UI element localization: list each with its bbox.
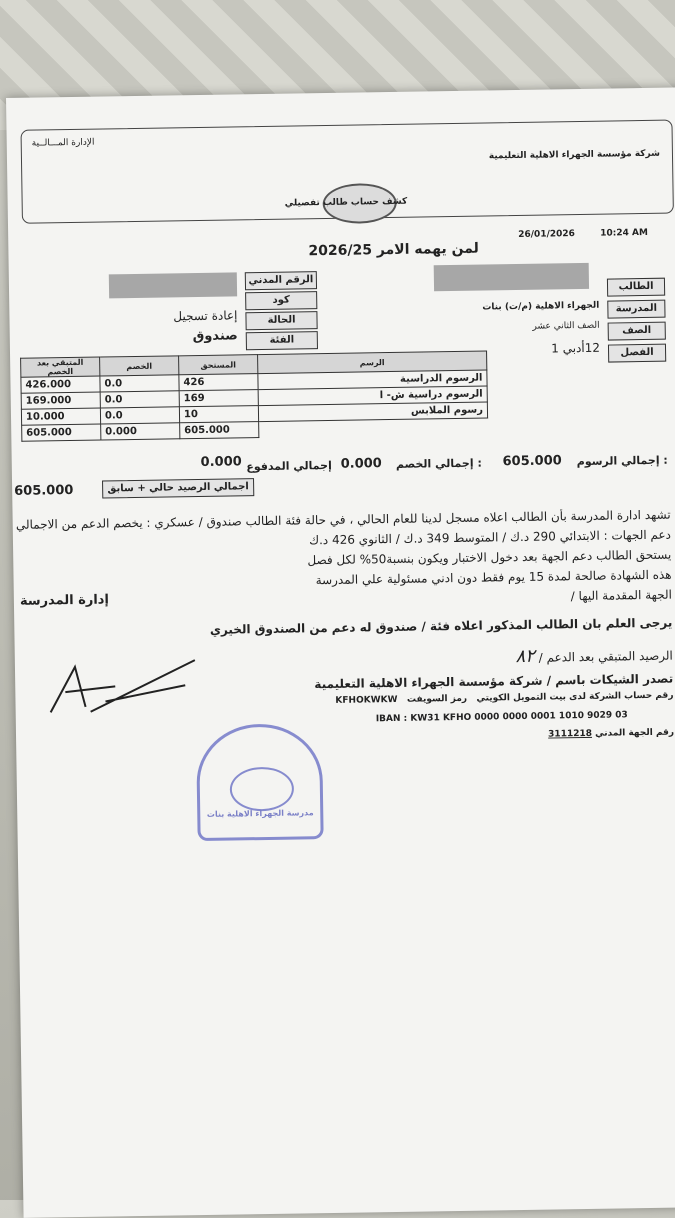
school-label: المدرسة: [607, 300, 665, 319]
class-value: 12أدبي 1: [551, 340, 601, 356]
cell-due: 169: [179, 390, 258, 407]
cell-fee: رسوم الملابس: [258, 402, 487, 422]
total-due: 605.000: [180, 422, 259, 439]
signature: [45, 655, 206, 728]
cell-discount: 0.0: [100, 391, 179, 408]
remaining-after-support: الرصيد المتبقي بعد الدعم / ٨٢: [515, 645, 673, 668]
total-fees-value: 605.000: [502, 453, 562, 470]
total-disc-label: إجمالي الخصم :: [395, 456, 482, 471]
total-disc-value: 0.000: [340, 456, 382, 472]
status-value: إعادة تسجيل: [173, 308, 238, 324]
totals-line: [22, 448, 672, 484]
class-label: الفصل: [608, 344, 666, 363]
iban: IBAN : KW31 KFHO 0000 0000 0001 1010 9029 03: [375, 710, 628, 725]
fees-table: [20, 350, 488, 441]
total-fees-label: إجمالي الرسوم :: [576, 453, 668, 469]
validity-line: هذه الشهادة صالحة لمدة 15 يوم فقط دون ادني مسئولية علي المدرسة: [315, 567, 672, 588]
category-label: الفئة: [246, 331, 318, 350]
cell-discount: 0.0: [100, 375, 179, 392]
cell-due: 10: [179, 406, 258, 423]
addressee-line: الجهة المقدمة اليها /: [570, 587, 672, 604]
school-stamp-icon: مدرسة الجهراء الاهلية بنات: [196, 723, 324, 841]
print-time: 10:24 AM: [600, 227, 648, 239]
col-discount: الخصم: [100, 356, 179, 376]
entitlement-line: يستحق الطالب دعم الجهة بعد دخول الاختبار ويكون بنسبة50% لكل فصل: [307, 547, 672, 568]
cell-due: 426: [179, 374, 258, 391]
col-remaining: المتبقي بعد الخصم: [21, 357, 100, 377]
balance-label: اجمالي الرصيد حالي + سابق: [102, 478, 254, 498]
cell-remaining: 426.000: [21, 376, 100, 393]
cell-fee: الرسوم الدراسية: [258, 370, 487, 390]
balance-line: [12, 478, 262, 502]
col-fee: الرسم: [258, 351, 487, 374]
col-due: المستحق: [179, 355, 258, 375]
redacted-student-name: [434, 263, 589, 291]
cheques-line: تصدر الشيكات باسم / شركة مؤسسة الجهراء الاهلية التعليمية: [314, 671, 674, 692]
print-date: 26/01/2026: [518, 229, 575, 240]
school-value: الجهراء الاهلية (م/ت) بنات: [482, 300, 600, 313]
declaration-line: تشهد ادارة المدرسة بأن الطالب اعلاه مسجل لدينا للعام الحالي ، في حالة فئة الطالب صندوق / عسكري : يخصم الدعم من الاجمالي: [15, 507, 671, 532]
school-admin: إدارة المدرسة: [19, 592, 109, 609]
account-line: رقم حساب الشركة لدى بيت التمويل الكويتي رمز السويفت KFHOKWKW: [335, 690, 674, 706]
code-label: كود: [245, 291, 317, 310]
grade-value: الصف الثاني عشر: [532, 320, 600, 332]
total-discount: 0.000: [101, 423, 180, 440]
redacted-civil-id: [109, 272, 237, 298]
company-name: شركة مؤسسة الجهراء الاهلية التعليمية: [488, 148, 661, 162]
cell-remaining: 169.000: [21, 392, 100, 409]
civil-id-label: الرقم المدني: [245, 271, 317, 290]
support-amounts-line: دعم الجهات : الابتدائي 290 د.ك / المتوسط 349 د.ك / الثانوي 426 د.ك: [309, 527, 672, 548]
total-paid-label: إجمالي المدفوع: [246, 458, 332, 474]
finance-dept: الإدارة المـــالــية: [31, 137, 95, 149]
cell-discount: 0.0: [100, 407, 179, 424]
category-value: صندوق: [192, 328, 238, 345]
category-notice: يرجى العلم بان الطالب المذكور اعلاه فئة / صندوق له دعم من الصندوق الخيري: [209, 615, 673, 637]
balance-value: 605.000: [14, 482, 74, 499]
cell-remaining: 10.000: [21, 408, 100, 425]
grade-label: الصف: [608, 322, 666, 341]
status-label: الحالة: [245, 311, 317, 330]
student-label: الطالب: [607, 278, 665, 297]
cell-fee: الرسوم دراسية ش- ا: [258, 386, 487, 406]
total-remaining: 605.000: [22, 424, 101, 441]
account-statement-sheet: [6, 87, 675, 1218]
header-box: [21, 120, 674, 224]
document-title: كشف حساب طالب تفصيلي: [284, 196, 408, 209]
total-paid-value: 0.000: [200, 454, 242, 470]
civil-number-line: رقم الجهة المدني 3111218: [548, 727, 675, 740]
to-whom: لمن يهمه الامر 2026/25: [308, 240, 479, 260]
